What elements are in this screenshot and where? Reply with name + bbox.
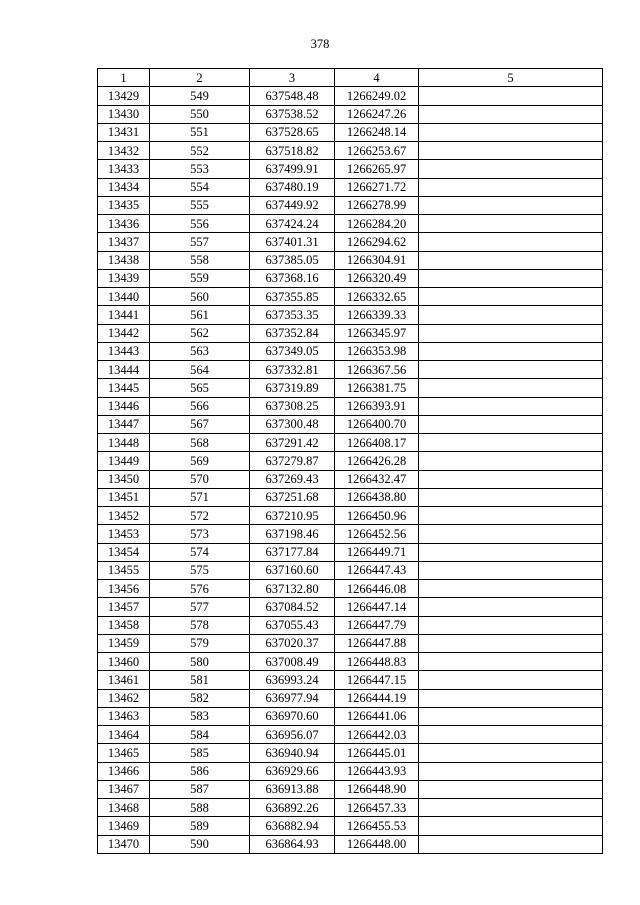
y-coordinate-cell: 1266426.28 [335,452,419,470]
table-row [98,269,603,287]
x-coordinate-cell: 636882.94 [250,817,335,835]
x-coordinate-cell: 637518.82 [250,142,335,160]
y-coordinate-cell: 1266447.88 [335,634,419,652]
note-cell [419,616,603,634]
y-coordinate-cell: 1266271.72 [335,178,419,196]
table-row [98,799,603,817]
y-coordinate-cell: 1266253.67 [335,142,419,160]
row-number-cell: 13470 [98,835,150,853]
point-number-cell: 581 [150,671,250,689]
note-cell [419,288,603,306]
y-coordinate-cell: 1266445.01 [335,744,419,762]
point-number-cell: 576 [150,580,250,598]
x-coordinate-cell: 637020.37 [250,634,335,652]
note-cell [419,123,603,141]
y-coordinate-cell: 1266450.96 [335,507,419,525]
y-coordinate-cell: 1266447.14 [335,598,419,616]
point-number-cell: 568 [150,434,250,452]
point-number-cell: 549 [150,87,250,105]
row-number-cell: 13457 [98,598,150,616]
note-cell [419,799,603,817]
table-row [98,123,603,141]
x-coordinate-cell: 637424.24 [250,215,335,233]
row-number-cell: 13441 [98,306,150,324]
point-number-cell: 566 [150,397,250,415]
row-number-cell: 13445 [98,379,150,397]
table-row [98,780,603,798]
y-coordinate-cell: 1266449.71 [335,543,419,561]
row-number-cell: 13430 [98,105,150,123]
table-row [98,342,603,360]
table-row [98,507,603,525]
x-coordinate-cell: 636864.93 [250,835,335,853]
row-number-cell: 13462 [98,689,150,707]
table-row [98,543,603,561]
row-number-cell: 13434 [98,178,150,196]
point-number-cell: 562 [150,324,250,342]
table-row [98,580,603,598]
y-coordinate-cell: 1266339.33 [335,306,419,324]
point-number-cell: 569 [150,452,250,470]
y-coordinate-cell: 1266408.17 [335,434,419,452]
column-header-1: 1 [98,69,150,87]
column-header-3: 3 [250,69,335,87]
point-number-cell: 552 [150,142,250,160]
y-coordinate-cell: 1266294.62 [335,233,419,251]
row-number-cell: 13456 [98,580,150,598]
x-coordinate-cell: 637279.87 [250,452,335,470]
x-coordinate-cell: 637055.43 [250,616,335,634]
y-coordinate-cell: 1266248.14 [335,123,419,141]
x-coordinate-cell: 637084.52 [250,598,335,616]
note-cell [419,744,603,762]
table-row [98,488,603,506]
row-number-cell: 13447 [98,415,150,433]
y-coordinate-cell: 1266284.20 [335,215,419,233]
x-coordinate-cell: 637269.43 [250,470,335,488]
point-number-cell: 553 [150,160,250,178]
row-number-cell: 13440 [98,288,150,306]
row-number-cell: 13467 [98,780,150,798]
table-row [98,415,603,433]
table-row [98,817,603,835]
row-number-cell: 13464 [98,726,150,744]
table-row [98,835,603,853]
x-coordinate-cell: 637160.60 [250,561,335,579]
y-coordinate-cell: 1266278.99 [335,196,419,214]
x-coordinate-cell: 636913.88 [250,780,335,798]
column-header-2: 2 [150,69,250,87]
row-number-cell: 13449 [98,452,150,470]
note-cell [419,689,603,707]
point-number-cell: 582 [150,689,250,707]
table-row [98,653,603,671]
note-cell [419,105,603,123]
table-row [98,707,603,725]
table-row [98,142,603,160]
x-coordinate-cell: 636970.60 [250,707,335,725]
y-coordinate-cell: 1266447.15 [335,671,419,689]
row-number-cell: 13459 [98,634,150,652]
row-number-cell: 13448 [98,434,150,452]
point-number-cell: 564 [150,361,250,379]
row-number-cell: 13443 [98,342,150,360]
row-number-cell: 13442 [98,324,150,342]
table-row [98,762,603,780]
note-cell [419,653,603,671]
point-number-cell: 560 [150,288,250,306]
row-number-cell: 13469 [98,817,150,835]
point-number-cell: 583 [150,707,250,725]
y-coordinate-cell: 1266448.83 [335,653,419,671]
table-row [98,671,603,689]
point-number-cell: 586 [150,762,250,780]
y-coordinate-cell: 1266447.43 [335,561,419,579]
note-cell [419,561,603,579]
table-row [98,178,603,196]
point-number-cell: 572 [150,507,250,525]
note-cell [419,726,603,744]
x-coordinate-cell: 637198.46 [250,525,335,543]
y-coordinate-cell: 1266442.03 [335,726,419,744]
table-row [98,634,603,652]
note-cell [419,580,603,598]
row-number-cell: 13460 [98,653,150,671]
row-number-cell: 13466 [98,762,150,780]
note-cell [419,342,603,360]
row-number-cell: 13439 [98,269,150,287]
point-number-cell: 571 [150,488,250,506]
table-row [98,324,603,342]
note-cell [419,525,603,543]
point-number-cell: 587 [150,780,250,798]
y-coordinate-cell: 1266249.02 [335,87,419,105]
x-coordinate-cell: 637300.48 [250,415,335,433]
x-coordinate-cell: 637352.84 [250,324,335,342]
y-coordinate-cell: 1266332.65 [335,288,419,306]
point-number-cell: 557 [150,233,250,251]
point-number-cell: 585 [150,744,250,762]
row-number-cell: 13453 [98,525,150,543]
x-coordinate-cell: 637538.52 [250,105,335,123]
table-row [98,379,603,397]
table-row [98,288,603,306]
x-coordinate-cell: 637548.48 [250,87,335,105]
note-cell [419,142,603,160]
table-row [98,233,603,251]
x-coordinate-cell: 637401.31 [250,233,335,251]
x-coordinate-cell: 637291.42 [250,434,335,452]
point-number-cell: 555 [150,196,250,214]
row-number-cell: 13458 [98,616,150,634]
note-cell [419,196,603,214]
note-cell [419,324,603,342]
point-number-cell: 574 [150,543,250,561]
table-body [98,87,603,854]
y-coordinate-cell: 1266247.26 [335,105,419,123]
point-number-cell: 578 [150,616,250,634]
table-row [98,196,603,214]
point-number-cell: 550 [150,105,250,123]
x-coordinate-cell: 637349.05 [250,342,335,360]
note-cell [419,215,603,233]
note-cell [419,817,603,835]
coordinates-table [97,68,603,854]
x-coordinate-cell: 637332.81 [250,361,335,379]
column-header-4: 4 [335,69,419,87]
point-number-cell: 565 [150,379,250,397]
point-number-cell: 561 [150,306,250,324]
table-row [98,87,603,105]
note-cell [419,251,603,269]
row-number-cell: 13444 [98,361,150,379]
note-cell [419,452,603,470]
note-cell [419,780,603,798]
y-coordinate-cell: 1266432.47 [335,470,419,488]
point-number-cell: 570 [150,470,250,488]
note-cell [419,160,603,178]
x-coordinate-cell: 637132.80 [250,580,335,598]
y-coordinate-cell: 1266448.00 [335,835,419,853]
point-number-cell: 590 [150,835,250,853]
note-cell [419,507,603,525]
point-number-cell: 573 [150,525,250,543]
y-coordinate-cell: 1266444.19 [335,689,419,707]
table-row [98,689,603,707]
x-coordinate-cell: 637319.89 [250,379,335,397]
row-number-cell: 13463 [98,707,150,725]
note-cell [419,233,603,251]
table-row [98,726,603,744]
note-cell [419,543,603,561]
point-number-cell: 551 [150,123,250,141]
row-number-cell: 13438 [98,251,150,269]
x-coordinate-cell: 637368.16 [250,269,335,287]
row-number-cell: 13450 [98,470,150,488]
table-row [98,525,603,543]
x-coordinate-cell: 637499.91 [250,160,335,178]
point-number-cell: 589 [150,817,250,835]
x-coordinate-cell: 636956.07 [250,726,335,744]
page-number: 378 [310,37,330,51]
point-number-cell: 556 [150,215,250,233]
y-coordinate-cell: 1266455.53 [335,817,419,835]
x-coordinate-cell: 636993.24 [250,671,335,689]
y-coordinate-cell: 1266265.97 [335,160,419,178]
x-coordinate-cell: 637480.19 [250,178,335,196]
row-number-cell: 13437 [98,233,150,251]
table-row [98,452,603,470]
y-coordinate-cell: 1266446.08 [335,580,419,598]
note-cell [419,361,603,379]
note-cell [419,598,603,616]
x-coordinate-cell: 636929.66 [250,762,335,780]
note-cell [419,415,603,433]
note-cell [419,470,603,488]
row-number-cell: 13446 [98,397,150,415]
note-cell [419,269,603,287]
table-row [98,160,603,178]
table-header-row [98,69,603,87]
row-number-cell: 13451 [98,488,150,506]
note-cell [419,835,603,853]
table-row [98,434,603,452]
point-number-cell: 554 [150,178,250,196]
note-cell [419,87,603,105]
note-cell [419,379,603,397]
point-number-cell: 563 [150,342,250,360]
note-cell [419,397,603,415]
x-coordinate-cell: 637355.85 [250,288,335,306]
x-coordinate-cell: 637449.92 [250,196,335,214]
note-cell [419,306,603,324]
x-coordinate-cell: 637210.95 [250,507,335,525]
x-coordinate-cell: 637251.68 [250,488,335,506]
x-coordinate-cell: 636977.94 [250,689,335,707]
y-coordinate-cell: 1266367.56 [335,361,419,379]
x-coordinate-cell: 637308.25 [250,397,335,415]
row-number-cell: 13452 [98,507,150,525]
column-header-5: 5 [419,69,603,87]
x-coordinate-cell: 637385.05 [250,251,335,269]
y-coordinate-cell: 1266381.75 [335,379,419,397]
y-coordinate-cell: 1266447.79 [335,616,419,634]
row-number-cell: 13461 [98,671,150,689]
table-row [98,105,603,123]
note-cell [419,488,603,506]
row-number-cell: 13432 [98,142,150,160]
y-coordinate-cell: 1266320.49 [335,269,419,287]
table-row [98,561,603,579]
x-coordinate-cell: 636940.94 [250,744,335,762]
table-row [98,361,603,379]
point-number-cell: 558 [150,251,250,269]
point-number-cell: 579 [150,634,250,652]
note-cell [419,634,603,652]
point-number-cell: 584 [150,726,250,744]
row-number-cell: 13455 [98,561,150,579]
point-number-cell: 580 [150,653,250,671]
note-cell [419,707,603,725]
point-number-cell: 588 [150,799,250,817]
table-row [98,598,603,616]
x-coordinate-cell: 637353.35 [250,306,335,324]
y-coordinate-cell: 1266400.70 [335,415,419,433]
point-number-cell: 567 [150,415,250,433]
row-number-cell: 13454 [98,543,150,561]
x-coordinate-cell: 637177.84 [250,543,335,561]
note-cell [419,434,603,452]
row-number-cell: 13431 [98,123,150,141]
y-coordinate-cell: 1266304.91 [335,251,419,269]
point-number-cell: 575 [150,561,250,579]
y-coordinate-cell: 1266393.91 [335,397,419,415]
row-number-cell: 13429 [98,87,150,105]
y-coordinate-cell: 1266353.98 [335,342,419,360]
point-number-cell: 559 [150,269,250,287]
table-row [98,470,603,488]
table-row [98,744,603,762]
note-cell [419,762,603,780]
note-cell [419,178,603,196]
table-row [98,397,603,415]
y-coordinate-cell: 1266345.97 [335,324,419,342]
x-coordinate-cell: 637528.65 [250,123,335,141]
table-row [98,251,603,269]
table-row [98,215,603,233]
y-coordinate-cell: 1266438.80 [335,488,419,506]
y-coordinate-cell: 1266457.33 [335,799,419,817]
row-number-cell: 13465 [98,744,150,762]
x-coordinate-cell: 637008.49 [250,653,335,671]
y-coordinate-cell: 1266452.56 [335,525,419,543]
row-number-cell: 13433 [98,160,150,178]
note-cell [419,671,603,689]
point-number-cell: 577 [150,598,250,616]
row-number-cell: 13468 [98,799,150,817]
table-row [98,616,603,634]
y-coordinate-cell: 1266448.90 [335,780,419,798]
row-number-cell: 13436 [98,215,150,233]
x-coordinate-cell: 636892.26 [250,799,335,817]
y-coordinate-cell: 1266443.93 [335,762,419,780]
y-coordinate-cell: 1266441.06 [335,707,419,725]
row-number-cell: 13435 [98,196,150,214]
table-row [98,306,603,324]
